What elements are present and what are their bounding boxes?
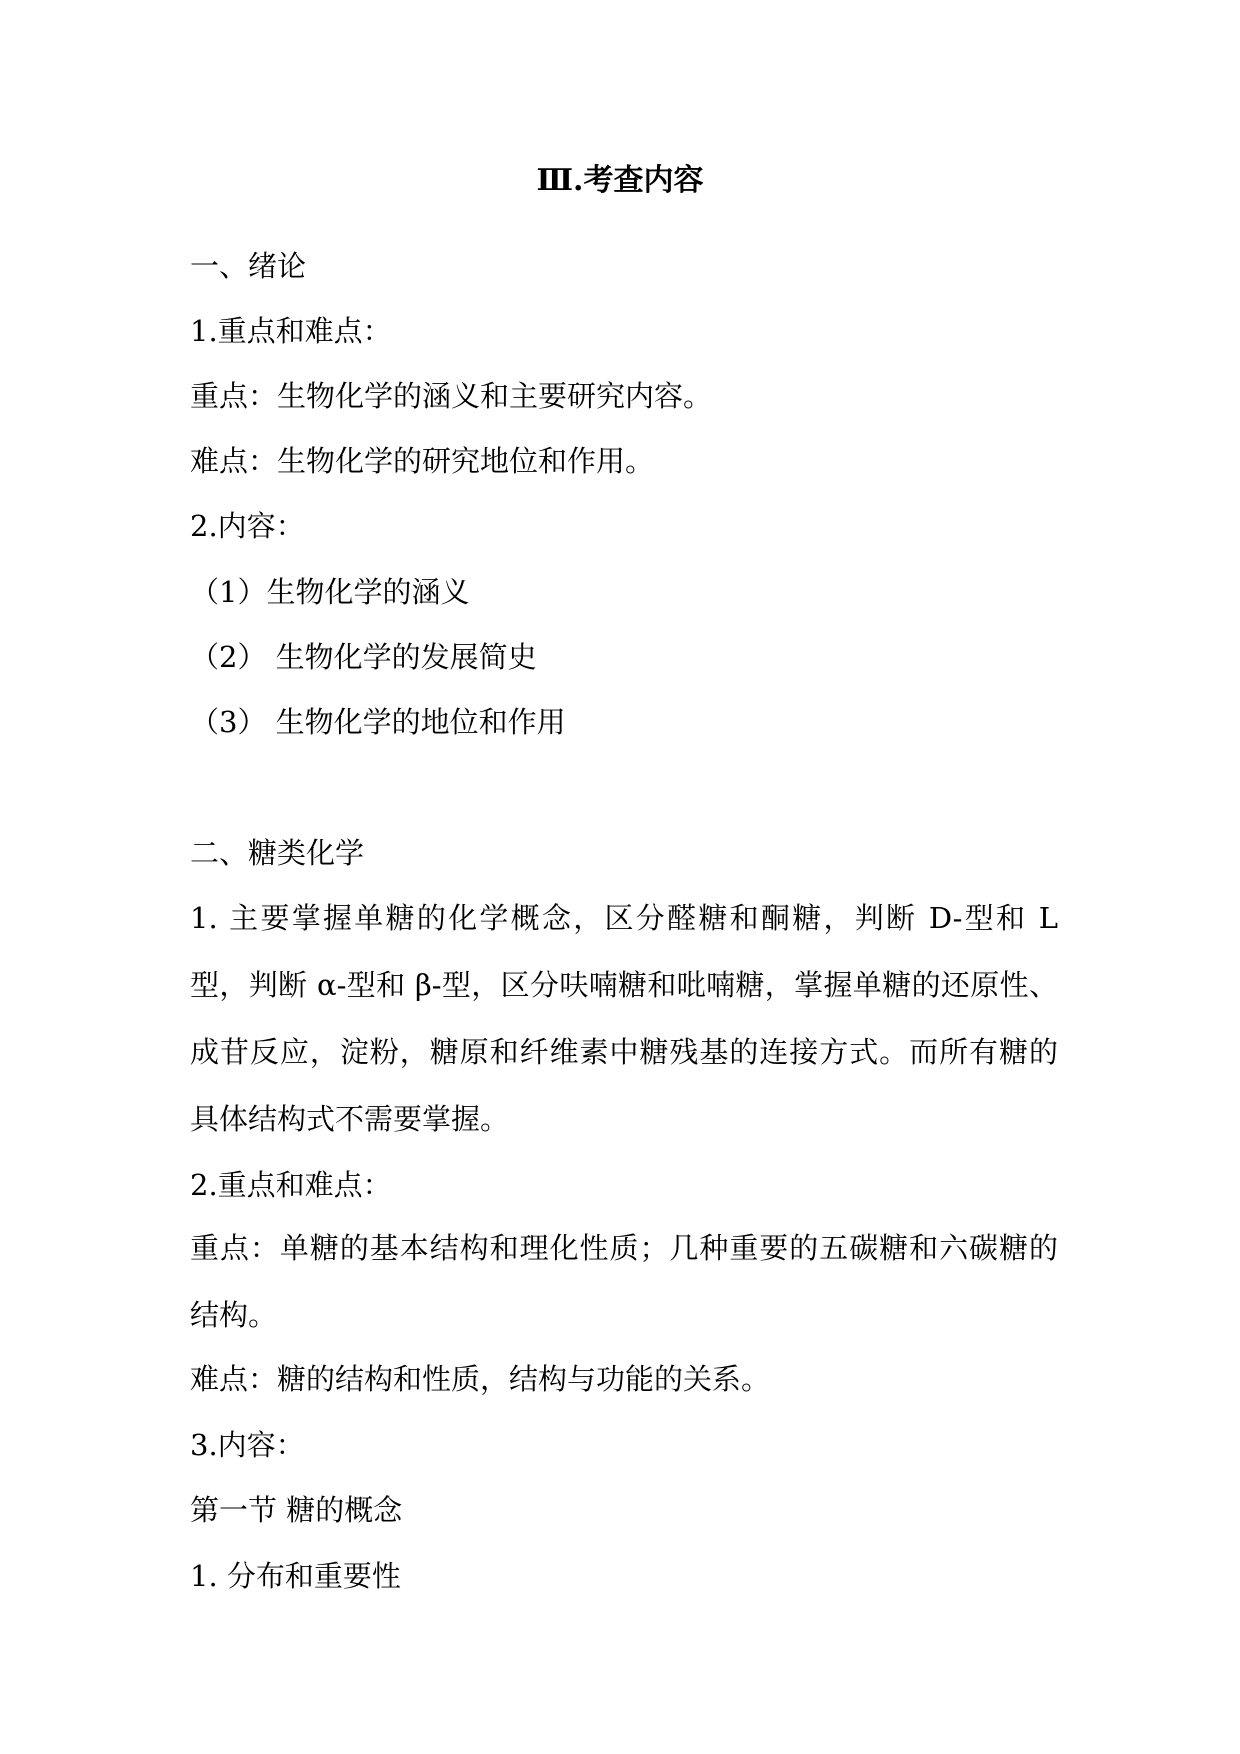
page-title: Ⅲ.考查内容 [536, 163, 704, 198]
section-2-difficulty: 难点：糖的结构和性质，结构与功能的关系。 [190, 1362, 771, 1396]
section-1-content-heading: 2.内容： [190, 509, 305, 543]
section-2-focus-heading: 2.重点和难点： [190, 1168, 392, 1202]
section-2-focus: 重点：单糖的基本结构和理化性质；几种重要的五碳糖和六碳糖的结构。 [190, 1231, 1058, 1332]
section-1-item-2: （2） 生物化学的发展简史 [190, 640, 537, 674]
section-2-heading: 二、糖类化学 [190, 836, 365, 870]
section-1-item-3: （3） 生物化学的地位和作用 [190, 705, 566, 739]
section-2-content-heading: 3.内容： [190, 1428, 305, 1462]
section-2-section-1-title: 第一节 糖的概念 [190, 1493, 403, 1527]
section-1-item-1: （1）生物化学的涵义 [190, 575, 470, 609]
section-2-point-1: 1. 主要掌握单糖的化学概念，区分醛糖和酮糖，判断 D-型和 L 型，判断 α-型和 β-型，区分呋喃糖和吡喃糖，掌握单糖的还原性、成苷反应，淀粉，糖原和纤维素中糖残基的连接方式。而所有糖的具体结构式不需要掌握。 [190, 901, 1058, 1136]
section-2-item-1: 1. 分布和重要性 [190, 1559, 401, 1593]
section-1-focus-heading: 1.重点和难点： [190, 314, 392, 348]
section-1-difficulty: 难点：生物化学的研究地位和作用。 [190, 444, 655, 478]
section-1-heading: 一、绪论 [190, 249, 307, 283]
section-1-focus: 重点：生物化学的涵义和主要研究内容。 [190, 379, 713, 413]
